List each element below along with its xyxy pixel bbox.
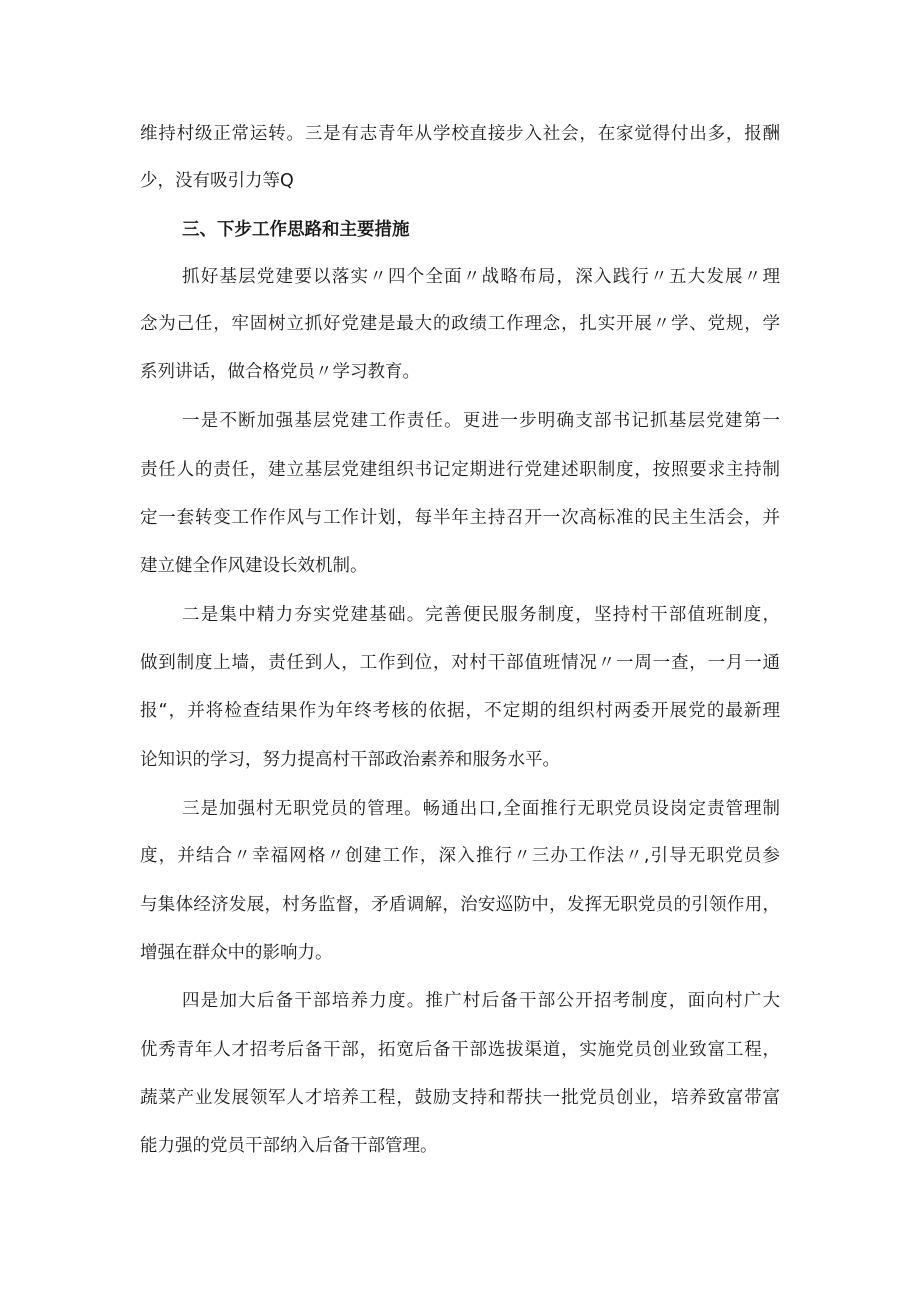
- text-line: 蔬菜产业发展领军人才培养工程，鼓励支持和帮扶一批党员创业，培养致富带富: [140, 1088, 780, 1108]
- text-line: 优秀青年人才招考后备干部，拓宽后备干部选拔渠道，实施党员创业致富工程，: [140, 1040, 780, 1060]
- text-line: 论知识的学习，努力提高村干部政治素养和服务水平。: [140, 750, 560, 770]
- text-line: 建立健全作风建设长效机制。: [140, 556, 368, 576]
- text-line: 能力强的党员干部纳入后备干部管理。: [140, 1136, 438, 1156]
- paragraph-first-line: 四是加大后备干部培养力度。推广村后备干部公开招考制度，面向村广大: [182, 991, 780, 1011]
- text-line: 与集体经济发展，村务监督，矛盾调解，治安巡防中，发挥无职党员的引领作用，: [140, 895, 780, 915]
- text-line: 维持村级正常运转。三是有志青年从学校直接步入社会，在家觉得付出多，报酬: [140, 124, 780, 144]
- section-heading: 三、下步工作思路和主要措施: [182, 220, 410, 240]
- text-line: 念为己任，牢固树立抓好党建是最大的政绩工作理念，扎实开展〃学、党规，学: [140, 314, 780, 334]
- text-line: 报“，并将检查结果作为年终考核的依据，不定期的组织村两委开展党的最新理: [140, 701, 780, 721]
- text-line: 增强在群众中的影响力。: [140, 943, 333, 963]
- text-line: 责任人的责任，建立基层党建组织书记定期进行党建述职制度，按照要求主持制: [140, 460, 780, 480]
- text-line: 定一套转变工作作风与工作计划，每半年主持召开一次高标准的民主生活会，并: [140, 508, 780, 528]
- text-line: 度，并结合〃幸福网格〃创建工作，深入推行〃三办工作法〃,引导无职党员参: [140, 846, 780, 866]
- paragraph-first-line: 三是加强村无职党员的管理。畅通出口,全面推行无职党员设岗定责管理制: [182, 799, 780, 819]
- paragraph-first-line: 抓好基层党建要以落实〃四个全面〃战略布局，深入践行〃五大发展〃理: [182, 267, 780, 287]
- paragraph-first-line: 二是集中精力夯实党建基础。完善便民服务制度，坚持村干部值班制度，: [182, 605, 780, 625]
- paragraph-first-line: 一是不断加强基层党建工作责任。更进一步明确支部书记抓基层党建第一: [182, 411, 780, 431]
- text-line: 系列讲话，做合格党员〃学习教育。: [140, 362, 420, 382]
- text-line: 少，没有吸引力等Q: [140, 171, 294, 191]
- text-line: 做到制度上墙，责任到人，工作到位，对村干部值班情况〃一周一查，一月一通: [140, 653, 780, 673]
